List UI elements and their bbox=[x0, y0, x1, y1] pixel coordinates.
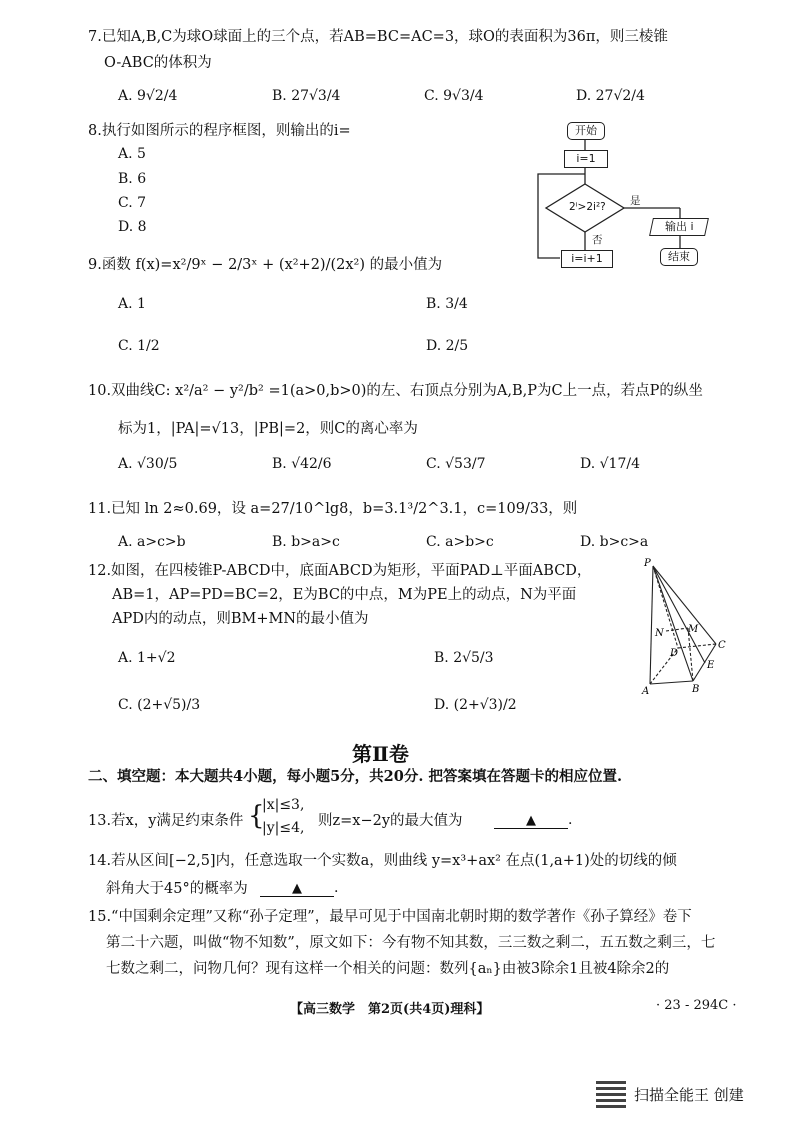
pyramid-label-e: E bbox=[707, 660, 715, 671]
pyramid-label-a: A bbox=[642, 686, 650, 696]
pyramid-figure bbox=[638, 556, 738, 696]
q13-brace: { bbox=[248, 801, 265, 831]
pyramid-label-n: N bbox=[655, 628, 664, 639]
flowchart-update: i=i+1 bbox=[561, 250, 613, 268]
q15-line1: 15.“中国剩余定理”又称“孙子定理”，最早可见于中国南北朝时期的数学著作《孙子算经》卷下 bbox=[88, 909, 692, 925]
q11-option-c: C. a>b>c bbox=[426, 534, 494, 550]
flowchart-no-label: 否 bbox=[592, 234, 603, 246]
q10-option-b: B. √42/6 bbox=[272, 456, 332, 472]
q14-blank-mark: ▲ bbox=[260, 881, 334, 897]
q12-line2: AB=1，AP=PD=BC=2，E为BC的中点，M为PE上的动点，N为平面 bbox=[112, 587, 577, 603]
q9-option-b: B. 3/4 bbox=[426, 296, 468, 312]
q12-option-c: C. (2+√5)/3 bbox=[118, 697, 201, 713]
q8-option-d: D. 8 bbox=[118, 219, 147, 235]
q10-option-a: A. √30/5 bbox=[118, 456, 178, 472]
q13-suffix: 则z=x−2y的最大值为 bbox=[318, 813, 463, 829]
pyramid-label-m: M bbox=[688, 624, 699, 635]
q8-stem: 8.执行如图所示的程序框图，则输出的i= bbox=[88, 123, 351, 139]
q11-option-b: B. b>a>c bbox=[272, 534, 340, 550]
q15-line3: 七数之剩二，问物几何？现有这样一个相关的问题：数列{aₙ}由被3除余1且被4除余2的 bbox=[106, 961, 670, 977]
q12-option-b: B. 2√5/3 bbox=[434, 650, 494, 666]
q13-cond2: |y|≤4, bbox=[262, 820, 305, 836]
q7-option-c: C. 9√3/4 bbox=[424, 88, 484, 104]
q14-answer-blank bbox=[260, 880, 338, 897]
page-footer: 【高三数学 第2页(共4页)理科】 bbox=[290, 1002, 490, 1017]
q10-option-d: D. √17/4 bbox=[580, 456, 640, 472]
flowchart-yes-label: 是 bbox=[630, 195, 641, 207]
q12-option-d: D. (2+√3)/2 bbox=[434, 697, 517, 713]
q12-line1: 12.如图，在四棱锥P-ABCD中，底面ABCD为矩形，平面PAD⊥平面ABCD， bbox=[88, 563, 592, 579]
q14-line1: 14.若从区间[−2,5]内，任意选取一个实数a，则曲线 y=x³+ax² 在点(1,a+1)处的切线的倾 bbox=[88, 853, 677, 869]
flowchart-init: i=1 bbox=[564, 150, 608, 168]
q10-line1: 10.双曲线C: x²/a² − y²/b² =1(a>0,b>0)的左、右顶点分别为A,B,P为C上一点，若点P的纵坐 bbox=[88, 383, 703, 399]
pyramid-label-b: B bbox=[692, 684, 700, 695]
q7-option-a: A. 9√2/4 bbox=[118, 88, 178, 104]
q14-line2: 斜角大于45°的概率为 bbox=[106, 881, 248, 897]
section-heading: 二、填空题：本大题共4小题，每小题5分，共20分. 把答案填在答题卡的相应位置. bbox=[88, 768, 622, 785]
q13-prefix: 13.若x，y满足约束条件 bbox=[88, 813, 244, 829]
q7-line1: 7.已知A,B,C为球O球面上的三个点，若AB=BC=AC=3，球O的表面积为36π，则三棱锥 bbox=[88, 29, 668, 45]
pyramid-label-p: P bbox=[644, 558, 651, 569]
q11-option-d: D. b>c>a bbox=[580, 534, 649, 550]
flowchart-output-text: 输出 i bbox=[664, 220, 694, 233]
pyramid-label-d: D bbox=[670, 648, 679, 659]
q9-option-c: C. 1/2 bbox=[118, 338, 160, 354]
q8-option-b: B. 6 bbox=[118, 171, 147, 187]
q7-option-b: B. 27√3/4 bbox=[272, 88, 341, 104]
q10-line2: 标为1，|PA|=√13，|PB|=2，则C的离心率为 bbox=[118, 421, 418, 437]
flowchart-end: 结束 bbox=[660, 248, 698, 266]
q8-option-a: A. 5 bbox=[118, 146, 146, 162]
pyramid-label-c: C bbox=[718, 640, 726, 651]
flowchart-condition: 2ⁱ>2i²? bbox=[569, 201, 606, 213]
q11-stem: 11.已知 ln 2≈0.69，设 a=27/10^lg8，b=3.1³/2^3.1，c=109/33，则 bbox=[88, 501, 578, 517]
q14-end: . bbox=[334, 880, 339, 896]
q9-option-a: A. 1 bbox=[118, 296, 146, 312]
q9-option-d: D. 2/5 bbox=[426, 338, 469, 354]
q13-end: . bbox=[568, 812, 573, 828]
q13-cond1: |x|≤3, bbox=[262, 797, 305, 813]
scanner-watermark: 扫描全能王 创建 bbox=[634, 1086, 744, 1104]
qr-code-icon bbox=[596, 1078, 626, 1108]
q15-line2: 第二十六题，叫做“物不知数”，原文如下：今有物不知其数，三三数之剩二，五五数之剩三，七 bbox=[106, 935, 716, 951]
flowchart-output bbox=[649, 218, 709, 236]
paper-code: · 23 - 294C · bbox=[656, 998, 737, 1013]
q9-stem: 9.函数 f(x)=x²/9ˣ − 2/3ˣ + (x²+2)/(2x²) 的最小值为 bbox=[88, 257, 443, 273]
q12-line3: APD内的动点，则BM+MN的最小值为 bbox=[112, 611, 369, 627]
q8-option-c: C. 7 bbox=[118, 195, 147, 211]
q13-answer-blank bbox=[494, 812, 572, 829]
q13-blank-mark: ▲ bbox=[494, 813, 568, 829]
q11-option-a: A. a>c>b bbox=[118, 534, 186, 550]
q7-line2: O-ABC的体积为 bbox=[104, 55, 212, 71]
flowchart-start: 开始 bbox=[567, 122, 605, 140]
q7-option-d: D. 27√2/4 bbox=[576, 88, 645, 104]
q12-option-a: A. 1+√2 bbox=[118, 650, 176, 666]
section-title: 第Ⅱ卷 bbox=[352, 742, 409, 766]
q10-option-c: C. √53/7 bbox=[426, 456, 486, 472]
